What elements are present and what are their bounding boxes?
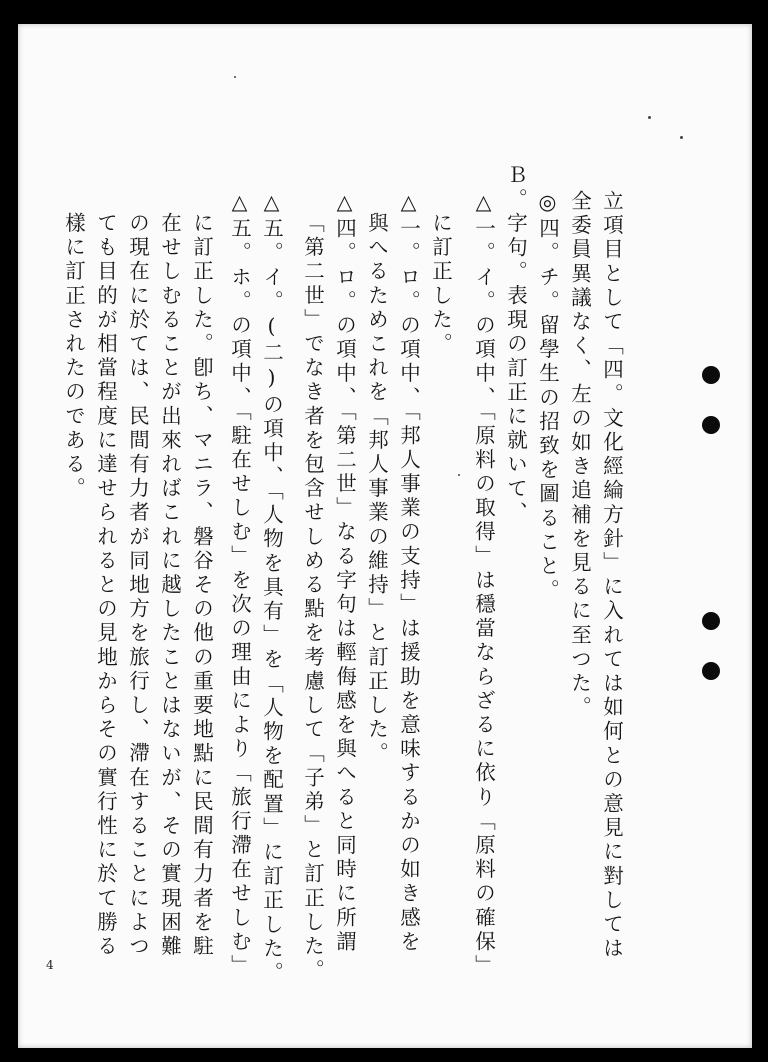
- text-column-3: ◎四。チ。留學生の招致を圖ること。: [535, 190, 560, 604]
- text-column-8: 與へるためこれを「邦人事業の維持」と訂正した。: [364, 212, 389, 767]
- punch-hole: [702, 612, 720, 630]
- paper-speck: [680, 136, 683, 139]
- text-column-14: 在せしむることが出來ればこれに越したことはないが、その實現困難: [157, 212, 182, 960]
- punch-hole: [702, 366, 720, 384]
- text-column-5: △一。イ。の項中、「原料の取得」は穩當ならざるに依り「原料の確保」: [471, 190, 496, 979]
- page-number: 4: [46, 958, 54, 972]
- punch-hole: [702, 416, 720, 434]
- text-column-2: 全委員異議なく、左の如き追補を見るに至つた。: [567, 190, 592, 721]
- text-column-10: 「第二世」でなき者を包含せしめる點を考慮して「子弟」と訂正した。: [300, 212, 325, 984]
- text-column-17: 樣に訂正されたのである。: [61, 212, 86, 502]
- paper-speck: [234, 76, 236, 78]
- text-column-12: △五。ホ。の項中、「駐在せしむ」を次の理由により「旅行滯在せしむ」: [227, 190, 252, 979]
- text-column-16: ても目的が相當程度に達せられるとの見地からその實行性に於て勝る: [93, 212, 118, 960]
- text-column-15: の現在に於ては、民間有力者が同地方を旅行し、滯在することによつ: [125, 212, 150, 960]
- paper-speck: [648, 116, 651, 119]
- text-column-9: △四。ロ。の項中、「第二世」なる字句は輕侮感を與へると同時に所謂: [332, 190, 357, 955]
- paper-speck: [458, 474, 460, 476]
- text-column-6: に訂正した。: [428, 212, 453, 357]
- punch-hole: [702, 662, 720, 680]
- text-column-11: △五。イ。(二)の項中、「人物を具有」を「人物を配置」に訂正した。: [259, 190, 284, 986]
- document-page: [18, 24, 752, 1048]
- text-column-4: Ｂ。字句。表現の訂正に就いて、: [503, 164, 528, 526]
- text-column-13: に訂正した。卽ち、マニラ、磐谷その他の重要地點に民間有力者を駐: [189, 212, 214, 960]
- text-column-7: △一。ロ。の項中、「邦人事業の支持」は援助を意味するかの如き感を: [396, 190, 421, 955]
- text-column-1: 立項目として「四。文化經綸方針」に入れては如何との意見に對しては: [599, 190, 624, 962]
